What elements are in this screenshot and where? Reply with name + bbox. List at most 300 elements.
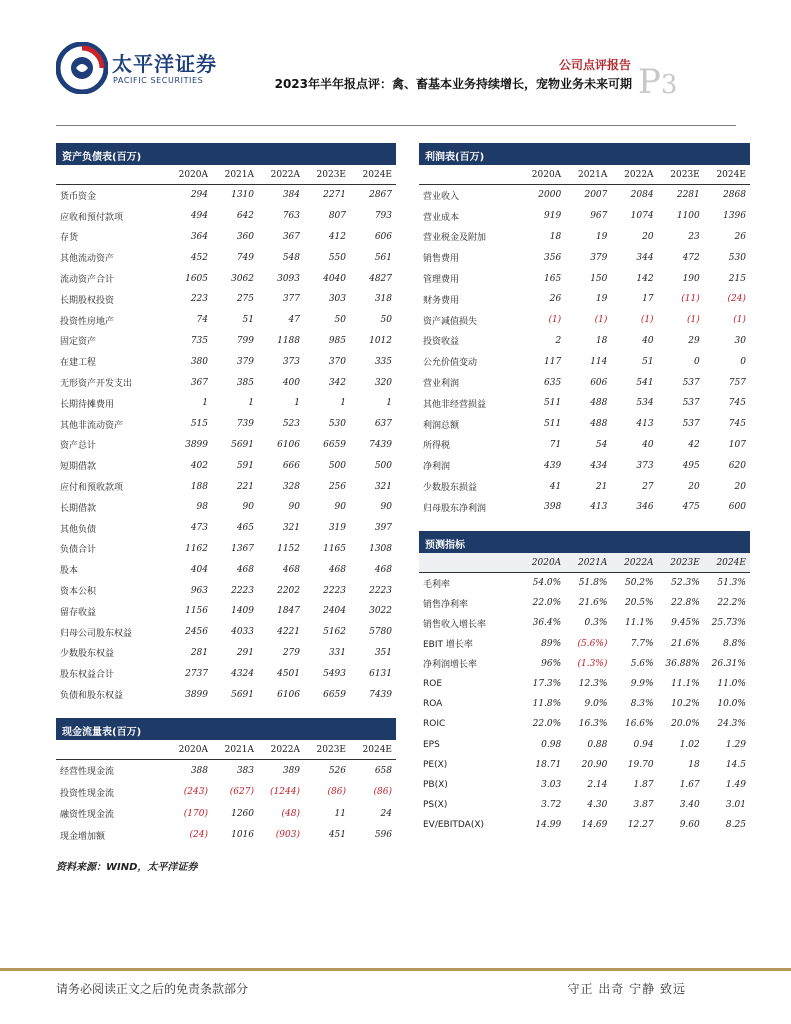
row-label: 资本公积	[60, 587, 97, 598]
cell-value: 1.02	[679, 739, 700, 750]
cell-value: 21	[595, 481, 608, 492]
row-label: PE(X)	[423, 759, 448, 770]
cell-value: 402	[190, 460, 208, 471]
cell-value: 1188	[277, 335, 300, 346]
cell-value: 6106	[277, 439, 300, 450]
row-label: 营业利润	[423, 379, 460, 390]
cell-value: 14.69	[581, 820, 608, 831]
row-label: 营业收入	[423, 191, 460, 202]
cell-value: 735	[190, 335, 208, 346]
row-label: 利润总额	[423, 420, 460, 431]
cell-value: 2223	[323, 585, 346, 596]
cell-value: 89%	[541, 638, 562, 649]
cell-value: 2223	[369, 585, 392, 596]
cell-value: 291	[236, 647, 254, 658]
cell-value: 511	[544, 419, 562, 430]
table-row	[419, 694, 750, 714]
cell-value: 346	[636, 502, 654, 513]
cell-value: 2867	[369, 190, 392, 201]
cell-value: 3062	[231, 273, 254, 284]
row-label: 资产总计	[60, 441, 97, 452]
cell-value: (1244)	[270, 787, 300, 798]
cell-value: 50	[334, 315, 346, 326]
table-row	[56, 539, 396, 560]
cell-value: 3.03	[541, 779, 562, 790]
cell-value: 1100	[676, 211, 700, 222]
table-row	[419, 714, 750, 734]
cell-value: 468	[374, 564, 392, 575]
cell-value: 2084	[630, 190, 654, 201]
row-label: 营业成本	[423, 212, 460, 223]
row-label: 投资收益	[423, 337, 460, 348]
footer-rule	[0, 968, 791, 971]
cell-value: 360	[236, 231, 254, 242]
cell-value: 5.6%	[630, 658, 654, 669]
row-label: 公允价值变动	[423, 358, 478, 369]
cell-value: 530	[328, 419, 346, 430]
cell-value: 530	[728, 252, 746, 263]
cell-value: 967	[590, 211, 608, 222]
cell-value: 10.2%	[671, 699, 700, 710]
cell-value: 20	[688, 481, 700, 492]
cell-value: (86)	[373, 787, 392, 798]
table-row	[419, 206, 750, 227]
cell-value: 495	[682, 460, 700, 471]
table-title: 利润表(百万)	[419, 143, 750, 165]
cell-value: 74	[196, 315, 208, 326]
table-row	[56, 372, 396, 393]
row-label: EV/EBITDA(X)	[423, 820, 485, 831]
cell-value: 321	[374, 481, 392, 492]
cell-value: 488	[590, 419, 608, 430]
row-label: 投资性现金流	[60, 788, 115, 799]
cell-value: 90	[242, 502, 254, 513]
cell-value: 142	[636, 273, 654, 284]
header-divider	[56, 125, 736, 126]
column-header: 2022A	[270, 169, 300, 180]
cell-value: 658	[374, 765, 392, 776]
row-label: 股本	[60, 566, 79, 577]
cell-value: 397	[374, 523, 392, 534]
cell-value: 2404	[323, 606, 346, 617]
column-header: 2020A	[178, 744, 208, 755]
row-label: 净利润	[423, 462, 451, 473]
cell-value: 11.1%	[624, 618, 654, 629]
row-label: 其他流动资产	[60, 254, 115, 265]
cell-value: 4033	[231, 627, 254, 638]
cell-value: 20.5%	[624, 598, 654, 609]
table-row	[56, 455, 396, 476]
cell-value: 114	[590, 356, 608, 367]
cell-value: 0	[740, 356, 746, 367]
cell-value: 18.71	[535, 759, 562, 770]
row-label: 存货	[60, 233, 79, 244]
cell-value: 412	[328, 231, 346, 242]
column-header: 2021A	[577, 557, 608, 568]
cell-value: 3.87	[633, 800, 654, 811]
cell-value: 606	[374, 231, 392, 242]
cell-value: 919	[544, 211, 562, 222]
cell-value: 451	[328, 830, 346, 841]
cell-value: 364	[190, 231, 208, 242]
cell-value: 388	[190, 765, 208, 776]
cell-value: 342	[328, 377, 346, 388]
cell-value: 600	[728, 502, 746, 513]
cell-value: 799	[236, 335, 254, 346]
cell-value: 3.40	[679, 800, 700, 811]
cell-value: (903)	[275, 830, 300, 841]
cell-value: 0	[694, 356, 700, 367]
cell-value: 21.6%	[578, 598, 608, 609]
cell-value: 413	[636, 419, 654, 430]
cell-value: 373	[636, 460, 654, 471]
cell-value: 20.0%	[671, 719, 700, 730]
cell-value: 303	[328, 294, 346, 305]
cell-value: 0.88	[587, 739, 608, 750]
cashflow-table	[56, 718, 396, 846]
cell-value: 9.9%	[630, 679, 654, 690]
table-row	[56, 663, 396, 684]
row-label: 应付和预收款项	[60, 483, 124, 494]
cell-value: 666	[282, 460, 300, 471]
cell-value: 16.3%	[578, 719, 608, 730]
cell-value: 16.6%	[624, 719, 654, 730]
cell-value: 25.73%	[711, 618, 746, 629]
column-header: 2021A	[577, 169, 608, 180]
cell-value: 2281	[676, 190, 700, 201]
row-label: 在建工程	[60, 358, 97, 369]
cell-value: 2007	[584, 190, 608, 201]
column-header: 2022A	[624, 169, 654, 180]
cell-value: 54	[595, 439, 608, 450]
table-row	[56, 351, 396, 372]
cell-value: 19	[595, 294, 608, 305]
cell-value: 331	[328, 647, 346, 658]
row-label: 固定资产	[60, 337, 97, 348]
cell-value: 51	[242, 315, 254, 326]
row-label: 经营性现金流	[60, 767, 115, 778]
column-header: 2023E	[316, 169, 346, 180]
cell-value: 1396	[723, 211, 746, 222]
cell-value: 8.8%	[723, 638, 746, 649]
row-label: 短期借款	[60, 462, 97, 473]
row-label: ROE	[423, 679, 443, 690]
table-row	[419, 755, 750, 775]
page-number	[638, 62, 677, 102]
cell-value: 11.1%	[671, 679, 700, 690]
table-row	[56, 185, 396, 206]
row-label: PS(X)	[423, 800, 448, 811]
table-row	[419, 227, 750, 248]
row-label: 长期待摊费用	[60, 399, 115, 410]
cell-value: 541	[636, 377, 654, 388]
cell-value: 22.0%	[532, 719, 562, 730]
table-row	[419, 351, 750, 372]
cell-value: 23	[688, 231, 700, 242]
cell-value: 165	[544, 273, 562, 284]
cell-value: 473	[190, 523, 208, 534]
table-title: 现金流量表(百万)	[56, 718, 396, 740]
cell-value: 40	[642, 439, 654, 450]
cell-value: 22.8%	[671, 598, 700, 609]
cell-value: 537	[682, 419, 700, 430]
table-row	[56, 206, 396, 227]
table-row	[56, 289, 396, 310]
table-row	[56, 497, 396, 518]
cell-value: 12.3%	[578, 679, 608, 690]
cell-value: 0.98	[541, 739, 562, 750]
cell-value: 379	[590, 252, 608, 263]
cell-value: 1	[340, 398, 346, 409]
cell-value: 1260	[231, 808, 254, 819]
row-label: 销售费用	[423, 254, 460, 265]
cell-value: 389	[282, 765, 300, 776]
row-label: 净利润增长率	[423, 660, 478, 671]
cell-value: 188	[190, 481, 208, 492]
pacific-logo-icon	[56, 42, 108, 94]
logo-chinese-name: 太平洋证券	[112, 52, 217, 76]
cell-value: 26	[734, 231, 746, 242]
table-row	[56, 247, 396, 268]
cell-value: 534	[636, 398, 654, 409]
column-header: 2023E	[316, 744, 346, 755]
row-label: 营业税金及附加	[423, 233, 487, 244]
cell-value: 11	[334, 808, 346, 819]
cell-value: 1310	[231, 190, 254, 201]
cell-value: 50.2%	[624, 578, 654, 589]
cell-value: 20.90	[581, 759, 608, 770]
table-row	[56, 782, 396, 804]
table-row	[419, 310, 750, 331]
table-row	[56, 684, 396, 705]
column-header: 2021A	[224, 744, 254, 755]
cell-value: 373	[282, 356, 300, 367]
row-label: 负债和股东权益	[60, 691, 124, 702]
row-label: 融资性现金流	[60, 810, 115, 821]
row-label: 销售净利率	[423, 599, 469, 610]
cell-value: 434	[590, 460, 608, 471]
table-row	[419, 775, 750, 795]
cell-value: 1165	[323, 543, 346, 554]
cell-value: 328	[282, 481, 300, 492]
cell-value: 7439	[369, 689, 392, 700]
cell-value: 3022	[369, 606, 392, 617]
cell-value: 7.7%	[630, 638, 654, 649]
logo-english-name: PACIFIC SECURITIES	[113, 76, 204, 85]
table-row	[56, 559, 396, 580]
table-row	[56, 310, 396, 331]
cell-value: 367	[282, 231, 300, 242]
table-row	[419, 476, 750, 497]
cell-value: 635	[544, 377, 562, 388]
cell-value: 1	[386, 398, 392, 409]
cell-value: (24)	[189, 830, 208, 841]
table-row	[419, 393, 750, 414]
cell-value: 472	[682, 252, 700, 263]
cell-value: 1367	[231, 543, 254, 554]
cell-value: 90	[380, 502, 392, 513]
cell-value: 6659	[323, 689, 346, 700]
cell-value: 591	[236, 460, 254, 471]
cell-value: 51	[642, 356, 654, 367]
cell-value: (627)	[229, 787, 254, 798]
cell-value: (11)	[681, 294, 700, 305]
table-row	[419, 247, 750, 268]
cell-value: 27	[642, 481, 654, 492]
cell-value: 19.70	[627, 759, 654, 770]
cell-value: (1.3%)	[577, 658, 608, 669]
cell-value: 2868	[723, 190, 746, 201]
cell-value: 379	[236, 356, 254, 367]
cell-value: 321	[282, 523, 300, 534]
cell-value: 526	[328, 765, 346, 776]
row-label: 销售收入增长率	[423, 619, 487, 630]
cell-value: 90	[288, 502, 300, 513]
cell-value: 488	[590, 398, 608, 409]
cell-value: 1.49	[725, 779, 746, 790]
cell-value: 294	[190, 190, 208, 201]
cell-value: 606	[590, 377, 608, 388]
cell-value: 511	[544, 398, 562, 409]
row-label: 毛利率	[423, 579, 451, 590]
cell-value: 0.3%	[584, 618, 608, 629]
cell-value: 9.45%	[671, 618, 700, 629]
cell-value: 5493	[323, 668, 346, 679]
cell-value: 36.88%	[665, 658, 700, 669]
row-label: 负债合计	[60, 545, 97, 556]
cell-value: 71	[549, 439, 562, 450]
cell-value: 21.6%	[671, 638, 700, 649]
table-row	[419, 573, 750, 593]
cell-value: 19	[595, 231, 608, 242]
table-row	[56, 643, 396, 664]
cell-value: 6659	[323, 439, 346, 450]
cell-value: 319	[328, 523, 346, 534]
table-row	[56, 601, 396, 622]
table-row	[419, 735, 750, 755]
cell-value: (1)	[548, 315, 562, 326]
cell-value: 18	[595, 335, 608, 346]
column-header: 2022A	[270, 744, 300, 755]
row-label: 应收和预付款项	[60, 212, 124, 223]
column-header-row	[56, 165, 396, 185]
cell-value: 190	[682, 273, 700, 284]
cell-value: 1605	[185, 273, 208, 284]
cell-value: 0.94	[633, 739, 654, 750]
table-row	[419, 435, 750, 456]
table-row	[419, 414, 750, 435]
table-row	[56, 803, 396, 825]
cell-value: 4324	[231, 668, 254, 679]
row-label: PB(X)	[423, 779, 448, 790]
cell-value: 2202	[277, 585, 300, 596]
table-row	[56, 622, 396, 643]
cell-value: 1074	[630, 211, 654, 222]
cell-value: 4221	[277, 627, 300, 638]
column-header: 2022A	[624, 557, 654, 568]
cell-value: 30	[734, 335, 746, 346]
row-label: 其他非经营损益	[423, 399, 487, 410]
cell-value: 320	[374, 377, 392, 388]
cell-value: 24	[380, 808, 392, 819]
cell-value: 1156	[185, 606, 208, 617]
cell-value: 42	[688, 439, 700, 450]
table-row	[56, 268, 396, 289]
cell-value: 642	[236, 211, 254, 222]
cell-value: 275	[236, 294, 254, 305]
cell-value: 380	[190, 356, 208, 367]
cell-value: 279	[282, 647, 300, 658]
row-label: 资产减值损失	[423, 316, 478, 327]
row-label: 长期借款	[60, 503, 97, 514]
cell-value: 596	[374, 830, 392, 841]
row-label: EPS	[423, 739, 440, 750]
cell-value: 281	[190, 647, 208, 658]
row-label: 长期股权投资	[60, 295, 115, 306]
cell-value: 377	[282, 294, 300, 305]
table-row	[419, 268, 750, 289]
cell-value: 3899	[185, 439, 208, 450]
cell-value: 344	[636, 252, 654, 263]
cell-value: 500	[328, 460, 346, 471]
cell-value: 494	[190, 211, 208, 222]
column-header: 2021A	[224, 169, 254, 180]
table-row	[419, 674, 750, 694]
table-row	[419, 331, 750, 352]
cell-value: 221	[236, 481, 254, 492]
cell-value: 963	[190, 585, 208, 596]
cell-value: 18	[549, 231, 562, 242]
column-header-row	[56, 740, 396, 760]
cell-value: 548	[282, 252, 300, 263]
cell-value: 11.0%	[717, 679, 746, 690]
cell-value: 9.0%	[584, 699, 608, 710]
table-row	[419, 593, 750, 613]
row-label: 货币资金	[60, 191, 97, 202]
cell-value: 18	[688, 759, 700, 770]
cell-value: 8.3%	[630, 699, 654, 710]
cell-value: 1	[248, 398, 254, 409]
cell-value: 2.14	[587, 779, 608, 790]
cell-value: 3093	[277, 273, 300, 284]
cell-value: 5691	[231, 689, 254, 700]
table-row	[56, 393, 396, 414]
cell-value: (243)	[183, 787, 208, 798]
table-row	[56, 414, 396, 435]
table-title: 资产负债表(百万)	[56, 143, 396, 165]
cell-value: 41	[549, 481, 562, 492]
cell-value: 3.72	[541, 800, 562, 811]
cell-value: 793	[374, 211, 392, 222]
table-row	[419, 815, 750, 835]
cell-value: 107	[728, 439, 746, 450]
report-title: 2023年半年报点评：禽、畜基本业务持续增长，宠物业务未来可期	[274, 77, 632, 91]
row-label: 归母公司股东权益	[60, 628, 133, 639]
cell-value: 385	[236, 377, 254, 388]
cell-value: 52.3%	[671, 578, 700, 589]
cell-value: 335	[374, 356, 392, 367]
table-row	[56, 331, 396, 352]
cell-value: 10.0%	[717, 699, 746, 710]
cell-value: (1)	[687, 315, 700, 326]
table-row	[419, 795, 750, 815]
column-header: 2020A	[178, 169, 208, 180]
cell-value: 40	[642, 335, 654, 346]
cell-value: 985	[328, 335, 346, 346]
row-label: 少数股东损益	[423, 483, 478, 494]
footer-motto: 守正 出奇 宁静 致远	[567, 982, 686, 996]
cell-value: 90	[334, 502, 346, 513]
